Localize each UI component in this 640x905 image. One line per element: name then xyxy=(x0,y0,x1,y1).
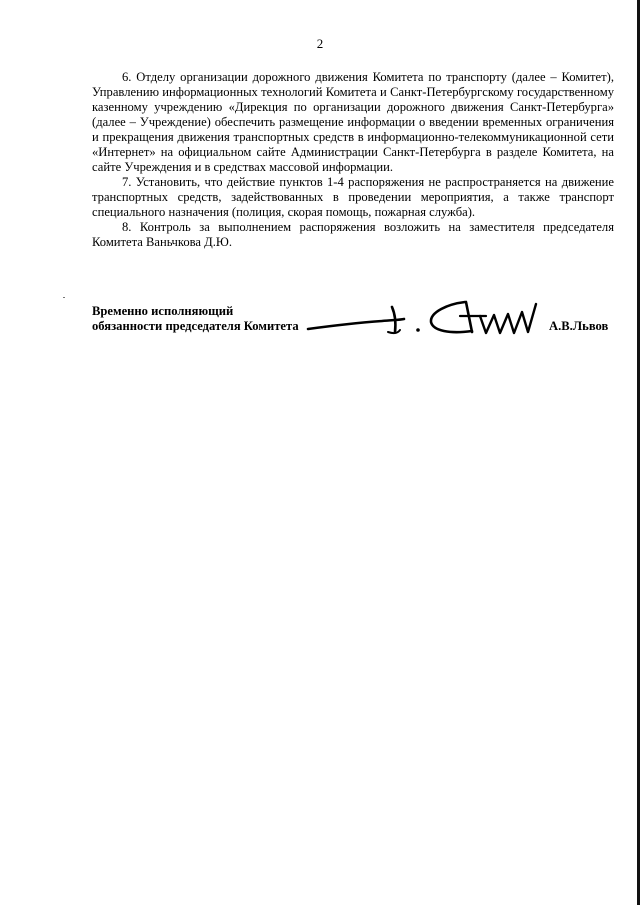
paragraph-6: 6. Отделу организации дорожного движения Комитета по транспорту (далее – Комитет), Управлению информационных технологий Комитета и Санкт-Петербургскому государственному казенному учреждению «Дирекция по организации дорожного движения Санкт-Петербурга» (далее – Учреждение) обеспечить размещение информации о введении временных ограничения и прекращения движения транспортных средств в информационно-телекоммуникационной сети «Интернет» на официальном сайте Администрации Санкт-Петербурга в разделе Комитета, на сайте Учреждения и в средствах массовой информации. xyxy=(92,70,614,174)
position-line-1: Временно исполняющий xyxy=(92,304,234,318)
signatory-position xyxy=(92,304,299,334)
document-body xyxy=(92,70,614,250)
paragraph-7: 7. Установить, что действие пунктов 1-4 распоряжения не распространяется на движение транспортных средств, задействованных в проведении мероприятия, а также транспорт специального назначения (полиция, скорая помощь, пожарная служба). xyxy=(92,175,614,219)
scan-speck xyxy=(63,297,65,298)
page-number: 2 xyxy=(316,36,324,51)
paragraph-8: 8. Контроль за выполнением распоряжения возложить на заместителя председателя Комитета Ваньчкова Д.Ю. xyxy=(92,220,614,249)
position-line-2: обязанности председателя Комитета xyxy=(92,319,299,333)
signer-name: А.В.Львов xyxy=(549,319,609,333)
handwritten-signature xyxy=(300,292,550,342)
